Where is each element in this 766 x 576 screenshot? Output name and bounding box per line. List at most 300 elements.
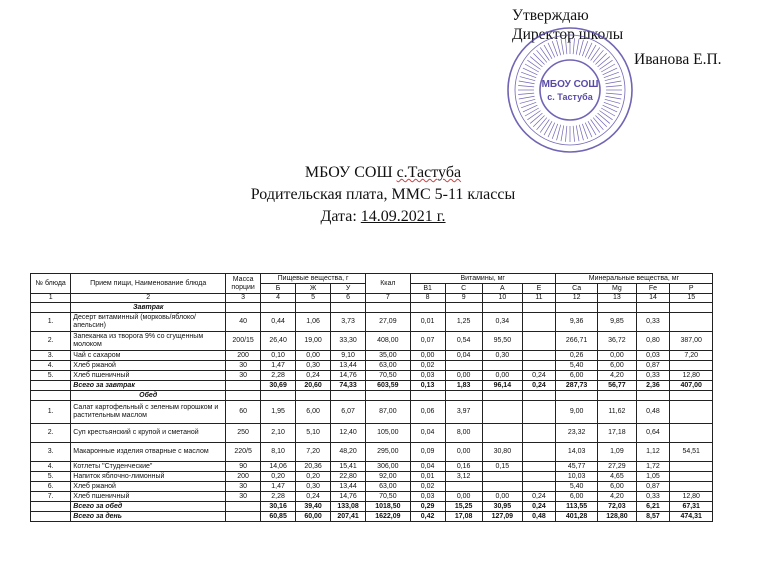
table-row [31, 462, 713, 472]
table-cell [261, 391, 296, 401]
table-cell: 0,00 [445, 371, 482, 381]
table-cell: 0,04 [410, 424, 445, 443]
table-cell: 11,62 [598, 401, 636, 424]
col-vitamins: Витамины, мг [410, 274, 555, 284]
approval-line-position: Директор школы [512, 26, 624, 43]
column-number: 8 [410, 294, 445, 303]
table-cell: 6,07 [331, 401, 366, 424]
table-cell [31, 381, 71, 391]
page-subtitle: Родительская плата, ММС 5-11 классы [250, 186, 516, 203]
table-cell: 15,25 [445, 502, 482, 512]
table-cell: 14,06 [261, 462, 296, 472]
table-row [31, 351, 713, 361]
table-cell: 72,03 [598, 502, 636, 512]
column-number: 10 [482, 294, 522, 303]
table-cell [482, 472, 522, 482]
table-cell: 17,18 [598, 424, 636, 443]
table-cell: 30,69 [261, 381, 296, 391]
table-cell [523, 424, 556, 443]
table-row [31, 482, 713, 492]
table-cell: 3. [31, 351, 71, 361]
table-cell: 306,00 [366, 462, 411, 472]
table-cell: 0,44 [261, 313, 296, 332]
table-cell [410, 391, 445, 401]
table-cell: 92,00 [366, 472, 411, 482]
table-cell [226, 381, 261, 391]
table-cell: 23,32 [555, 424, 597, 443]
table-cell [670, 401, 713, 424]
table-cell [331, 303, 366, 313]
table-cell: 0,00 [598, 351, 636, 361]
table-cell [445, 391, 482, 401]
table-cell: 1622,09 [366, 512, 411, 522]
table-cell: 0,29 [410, 502, 445, 512]
table-cell: 96,14 [482, 381, 522, 391]
table-cell: 30 [226, 492, 261, 502]
table-cell: 60,85 [261, 512, 296, 522]
table-cell [523, 462, 556, 472]
table-cell: 0,16 [445, 462, 482, 472]
table-cell: 30,95 [482, 502, 522, 512]
col-mass: Масса порции [226, 274, 261, 294]
table-cell: 30 [226, 361, 261, 371]
table-cell [331, 391, 366, 401]
table-cell [226, 303, 261, 313]
table-cell: 0,02 [410, 361, 445, 371]
table-cell: 10,03 [555, 472, 597, 482]
table-cell [445, 303, 482, 313]
column-number: 9 [445, 294, 482, 303]
table-cell: 0,33 [636, 371, 670, 381]
table-cell: 266,71 [555, 332, 597, 351]
table-cell: 39,40 [296, 502, 331, 512]
table-cell: 0,04 [410, 462, 445, 472]
table-cell: 13,44 [331, 361, 366, 371]
table-cell: 33,30 [331, 332, 366, 351]
table-cell: 200 [226, 472, 261, 482]
table-cell: 12,80 [670, 371, 713, 381]
table-cell: 603,59 [366, 381, 411, 391]
table-cell: 0,15 [482, 462, 522, 472]
column-number: 3 [226, 294, 261, 303]
table-cell: 19,00 [296, 332, 331, 351]
table-cell: 17,08 [445, 512, 482, 522]
column-number: 4 [261, 294, 296, 303]
table-cell [482, 361, 522, 371]
col-nutrients: Пищевые вещества, г [261, 274, 366, 284]
table-cell: 0,30 [296, 361, 331, 371]
table-cell: 27,29 [598, 462, 636, 472]
total-row-day [31, 512, 713, 522]
col-fe: Fe [636, 284, 670, 294]
table-cell: 1,09 [598, 443, 636, 462]
table-cell: 4. [31, 361, 71, 371]
column-number: 5 [296, 294, 331, 303]
table-cell [523, 482, 556, 492]
column-number-row [31, 294, 713, 303]
table-cell: 0,42 [410, 512, 445, 522]
table-cell: 12,40 [331, 424, 366, 443]
col-meal: Прием пищи, Наименование блюда [71, 274, 226, 294]
table-cell: 4,65 [598, 472, 636, 482]
table-cell: 1,95 [261, 401, 296, 424]
table-cell: 407,00 [670, 381, 713, 391]
table-cell: 0,06 [410, 401, 445, 424]
table-cell [366, 391, 411, 401]
table-cell: 0,01 [410, 313, 445, 332]
table-cell: 1,05 [636, 472, 670, 482]
table-cell: 9,00 [555, 401, 597, 424]
table-cell: 7. [31, 492, 71, 502]
table-cell: 0,00 [482, 492, 522, 502]
table-cell: 67,31 [670, 502, 713, 512]
table-cell: 15,41 [331, 462, 366, 472]
col-zh: Ж [296, 284, 331, 294]
table-cell: 105,00 [366, 424, 411, 443]
table-row [31, 443, 713, 462]
table-cell: 30 [226, 371, 261, 381]
col-dish-no: № блюда [31, 274, 71, 294]
table-cell: 20,60 [296, 381, 331, 391]
table-cell: 48,20 [331, 443, 366, 462]
dish-name: Салат картофельный с зеленым горошком и растительным маслом [71, 401, 226, 424]
table-cell: 0,33 [636, 492, 670, 502]
table-cell: 3,73 [331, 313, 366, 332]
table-row [31, 492, 713, 502]
column-number: 6 [331, 294, 366, 303]
table-cell: 1,06 [296, 313, 331, 332]
table-cell: 35,00 [366, 351, 411, 361]
table-cell: 36,72 [598, 332, 636, 351]
table-cell: 6,00 [598, 482, 636, 492]
table-cell: 60,00 [296, 512, 331, 522]
table-cell [445, 361, 482, 371]
table-cell: 0,00 [445, 443, 482, 462]
table-cell: 127,09 [482, 512, 522, 522]
table-cell: 2,10 [261, 424, 296, 443]
table-cell [31, 391, 71, 401]
table-cell: 0,87 [636, 482, 670, 492]
table-cell: 0,03 [410, 371, 445, 381]
school-name-place: с.Тастуба [396, 164, 462, 181]
table-cell [226, 391, 261, 401]
table-cell [523, 351, 556, 361]
table-cell: 26,40 [261, 332, 296, 351]
table-cell: 4. [31, 462, 71, 472]
table-cell: 0,13 [410, 381, 445, 391]
table-cell: 0,03 [636, 351, 670, 361]
table-cell: 0,00 [410, 351, 445, 361]
table-cell [670, 391, 713, 401]
table-cell: 5. [31, 371, 71, 381]
table-cell: 295,00 [366, 443, 411, 462]
table-cell: 5,10 [296, 424, 331, 443]
table-cell [670, 303, 713, 313]
dish-name: Хлеб пшеничный [71, 492, 226, 502]
table-cell: 200/15 [226, 332, 261, 351]
table-cell [523, 313, 556, 332]
table-cell: 0,04 [445, 351, 482, 361]
table-cell: 0,48 [523, 512, 556, 522]
col-minerals: Минеральные вещества, мг [555, 274, 712, 284]
table-cell: 12,80 [670, 492, 713, 502]
table-cell: 8,57 [636, 512, 670, 522]
table-cell: 1,12 [636, 443, 670, 462]
menu-table [30, 273, 713, 522]
table-cell: 6,00 [598, 361, 636, 371]
table-cell: 401,28 [555, 512, 597, 522]
table-cell: 1,72 [636, 462, 670, 472]
table-cell: 0,00 [482, 371, 522, 381]
dish-name: Котлеты "Студенческие" [71, 462, 226, 472]
table-cell [482, 424, 522, 443]
table-cell: 30 [226, 482, 261, 492]
table-cell [482, 401, 522, 424]
table-row [31, 332, 713, 351]
dish-name: Макаронные изделия отварные с маслом [71, 443, 226, 462]
table-cell: 387,00 [670, 332, 713, 351]
approval-line-name: Иванова Е.П. [634, 51, 722, 68]
table-cell: 0,09 [410, 443, 445, 462]
col-e: E [523, 284, 556, 294]
table-cell: 4,20 [598, 371, 636, 381]
table-cell: 87,00 [366, 401, 411, 424]
col-b: Б [261, 284, 296, 294]
seal-place: с. Тастуба [547, 92, 593, 102]
table-cell: 287,73 [555, 381, 597, 391]
table-cell [261, 303, 296, 313]
table-cell [670, 472, 713, 482]
col-u: У [331, 284, 366, 294]
menu-table-body [31, 294, 713, 522]
table-cell [523, 332, 556, 351]
table-cell: 1,25 [445, 313, 482, 332]
table-cell [598, 303, 636, 313]
table-cell [31, 303, 71, 313]
table-cell: 6,00 [555, 492, 597, 502]
table-cell: 0,00 [296, 351, 331, 361]
table-cell: 6,00 [555, 371, 597, 381]
table-cell: 0,24 [523, 492, 556, 502]
table-cell: 6,00 [296, 401, 331, 424]
dish-name: Суп крестьянский с крупой и сметаной [71, 424, 226, 443]
table-cell: 3,12 [445, 472, 482, 482]
table-row [31, 401, 713, 424]
table-cell: 0,87 [636, 361, 670, 371]
table-cell [226, 502, 261, 512]
col-c: C [445, 284, 482, 294]
table-row [31, 371, 713, 381]
table-cell: 9,10 [331, 351, 366, 361]
table-cell [523, 391, 556, 401]
table-cell: 0,20 [261, 472, 296, 482]
table-cell: 8,00 [445, 424, 482, 443]
table-cell [523, 401, 556, 424]
table-cell [482, 482, 522, 492]
column-number: 12 [555, 294, 597, 303]
table-cell: 5,40 [555, 361, 597, 371]
dish-name: Хлеб ржаной [71, 482, 226, 492]
table-cell: 30,16 [261, 502, 296, 512]
table-cell: 8,10 [261, 443, 296, 462]
table-cell [555, 303, 597, 313]
column-number: 2 [71, 294, 226, 303]
table-cell: 0,07 [410, 332, 445, 351]
table-cell: 95,50 [482, 332, 522, 351]
table-cell: 90 [226, 462, 261, 472]
table-cell: 128,80 [598, 512, 636, 522]
total-label-day: Всего за день [71, 512, 226, 522]
table-cell: 63,00 [366, 482, 411, 492]
table-cell: 220/5 [226, 443, 261, 462]
table-cell: 3,97 [445, 401, 482, 424]
col-a: A [482, 284, 522, 294]
table-cell: 1,47 [261, 361, 296, 371]
table-cell: 9,85 [598, 313, 636, 332]
table-cell: 45,77 [555, 462, 597, 472]
table-cell [598, 391, 636, 401]
table-cell: 9,36 [555, 313, 597, 332]
table-cell: 6,21 [636, 502, 670, 512]
table-cell: 0,30 [296, 482, 331, 492]
table-cell: 54,51 [670, 443, 713, 462]
table-cell [296, 391, 331, 401]
table-cell: 5. [31, 472, 71, 482]
table-cell: 22,80 [331, 472, 366, 482]
table-cell [670, 313, 713, 332]
table-cell: 30,80 [482, 443, 522, 462]
column-number: 14 [636, 294, 670, 303]
table-cell: 0,54 [445, 332, 482, 351]
date-label: Дата: [320, 208, 357, 225]
table-cell: 250 [226, 424, 261, 443]
section-row-breakfast [31, 303, 713, 313]
dish-name: Хлеб пшеничный [71, 371, 226, 381]
col-mg: Mg [598, 284, 636, 294]
table-cell: 0,24 [523, 502, 556, 512]
column-number: 13 [598, 294, 636, 303]
table-cell [445, 482, 482, 492]
table-cell: 14,76 [331, 371, 366, 381]
table-cell: 4,20 [598, 492, 636, 502]
col-kcal: Ккал [366, 274, 411, 294]
table-cell: 7,20 [296, 443, 331, 462]
col-ca: Ca [555, 284, 597, 294]
table-cell: 0,10 [261, 351, 296, 361]
table-cell: 0,01 [410, 472, 445, 482]
table-cell: 1. [31, 401, 71, 424]
table-cell: 0,34 [482, 313, 522, 332]
table-cell: 63,00 [366, 361, 411, 371]
table-cell: 14,03 [555, 443, 597, 462]
dish-name: Десерт витаминный (морковь/яблоко/апельсин) [71, 313, 226, 332]
table-cell [523, 303, 556, 313]
table-row [31, 472, 713, 482]
table-cell: 2,28 [261, 492, 296, 502]
table-cell: 13,44 [331, 482, 366, 492]
table-cell [296, 303, 331, 313]
table-cell: 408,00 [366, 332, 411, 351]
approval-line-approve: Утверждаю [512, 7, 589, 24]
table-cell: 3. [31, 443, 71, 462]
document-title [0, 162, 766, 228]
table-cell: 0,30 [482, 351, 522, 361]
table-cell: 7,20 [670, 351, 713, 361]
table-cell: 0,20 [296, 472, 331, 482]
table-cell: 0,64 [636, 424, 670, 443]
table-cell [670, 482, 713, 492]
column-number: 7 [366, 294, 411, 303]
table-cell: 2. [31, 332, 71, 351]
table-row [31, 361, 713, 371]
table-cell: 0,48 [636, 401, 670, 424]
table-cell: 40 [226, 313, 261, 332]
col-b1: B1 [410, 284, 445, 294]
table-cell: 113,55 [555, 502, 597, 512]
dish-name: Хлеб ржаной [71, 361, 226, 371]
table-cell: 2,36 [636, 381, 670, 391]
table-cell: 0,02 [410, 482, 445, 492]
table-cell: 0,24 [523, 371, 556, 381]
table-cell [31, 502, 71, 512]
seal-school-name: МБОУ СОШ [541, 79, 599, 90]
table-cell: 207,41 [331, 512, 366, 522]
section-label-lunch: Обед [71, 391, 226, 401]
column-number: 15 [670, 294, 713, 303]
table-cell: 0,24 [296, 492, 331, 502]
school-seal [504, 24, 636, 156]
dish-name: Чай с сахаром [71, 351, 226, 361]
table-cell [410, 303, 445, 313]
table-cell: 74,33 [331, 381, 366, 391]
table-cell [482, 303, 522, 313]
table-cell [636, 303, 670, 313]
table-cell [482, 391, 522, 401]
table-cell: 70,50 [366, 492, 411, 502]
table-cell: 0,80 [636, 332, 670, 351]
dish-name: Запеканка из творога 9% со сгущенным молоком [71, 332, 226, 351]
table-cell: 0,03 [410, 492, 445, 502]
table-cell: 5,40 [555, 482, 597, 492]
table-cell: 2. [31, 424, 71, 443]
section-label-breakfast: Завтрак [71, 303, 226, 313]
table-cell: 1,83 [445, 381, 482, 391]
table-cell: 1,47 [261, 482, 296, 492]
column-number: 11 [523, 294, 556, 303]
table-cell [523, 361, 556, 371]
table-cell: 133,08 [331, 502, 366, 512]
table-cell: 1. [31, 313, 71, 332]
table-cell: 1018,50 [366, 502, 411, 512]
table-cell [670, 424, 713, 443]
dish-name: Напиток яблочно-лимонный [71, 472, 226, 482]
table-cell [636, 391, 670, 401]
total-row-breakfast [31, 381, 713, 391]
table-cell [31, 512, 71, 522]
total-label-lunch: Всего за обед [71, 502, 226, 512]
table-cell [670, 462, 713, 472]
table-cell: 56,77 [598, 381, 636, 391]
table-cell: 14,76 [331, 492, 366, 502]
date-value: 14.09.2021 г. [360, 208, 446, 225]
table-cell [366, 303, 411, 313]
table-cell: 474,31 [670, 512, 713, 522]
table-cell [555, 391, 597, 401]
table-cell: 200 [226, 351, 261, 361]
table-cell: 0,00 [445, 492, 482, 502]
table-row [31, 313, 713, 332]
column-number: 1 [31, 294, 71, 303]
